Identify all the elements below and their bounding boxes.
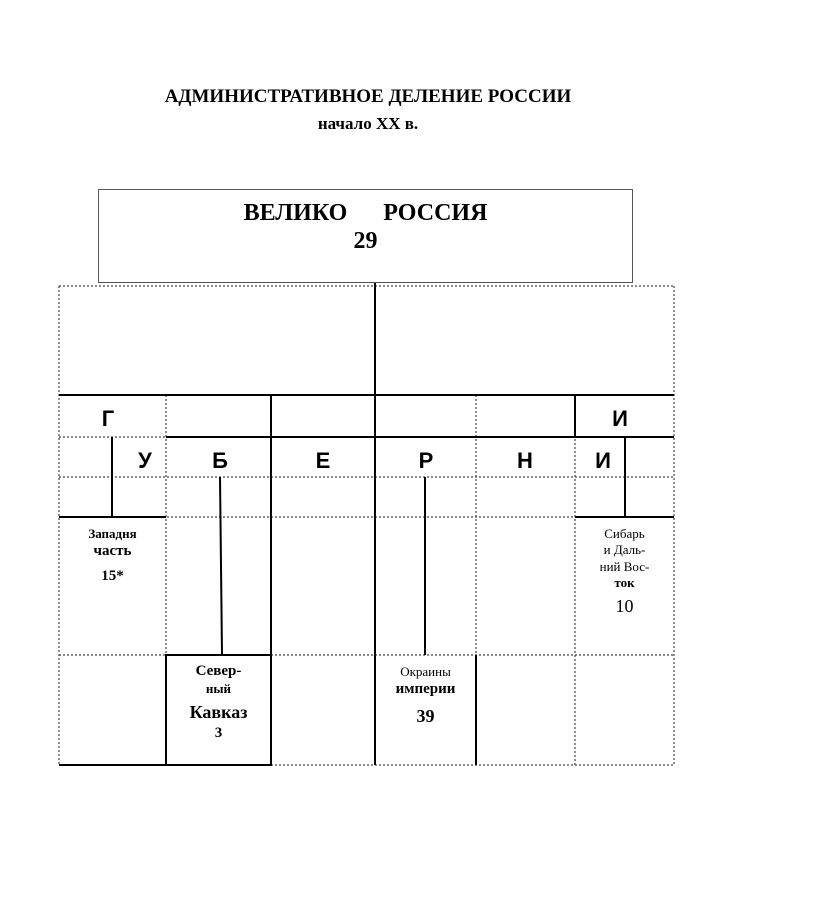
region-caucasus (166, 662, 271, 742)
region-siberia-count: 10 (615, 596, 634, 616)
region-siberia-line4: ток (614, 574, 635, 590)
letter-i-bottom: И (595, 448, 611, 473)
region-caucasus-line3: Кавказ (189, 702, 248, 722)
letter-n: Н (517, 448, 533, 473)
solid-connectors (59, 283, 674, 765)
letter-b: Б (212, 448, 228, 473)
region-caucasus-line2: ный (205, 680, 232, 696)
region-outskirts (375, 664, 476, 728)
letter-e: Е (315, 448, 331, 473)
region-outskirts-line1: Окраины (400, 664, 451, 679)
region-west-line1: Западня (88, 526, 137, 541)
region-siberia (575, 526, 674, 618)
header-count: 29 (353, 228, 378, 254)
region-siberia-line2: и Даль- (603, 542, 646, 558)
diagram-subtitle: начало XX в. (317, 114, 419, 133)
region-outskirts-count: 39 (416, 706, 435, 726)
diagram-title: АДМИНИСТРАТИВНОЕ ДЕЛЕНИЕ РОССИИ (164, 86, 572, 107)
region-siberia-line3: ний Вос- (599, 558, 650, 574)
region-west (59, 526, 166, 586)
letter-i-top: И (612, 406, 628, 431)
region-west-line2: часть (93, 543, 132, 560)
region-caucasus-count: 3 (214, 724, 223, 741)
region-west-count: 15* (101, 568, 124, 584)
region-caucasus-line1: Север- (195, 663, 242, 679)
region-outskirts-line2: империи (395, 681, 456, 698)
letter-g: Г (101, 406, 115, 431)
region-siberia-line1: Сибарь (604, 526, 645, 541)
letter-u: У (138, 448, 152, 473)
header-label: ВЕЛИКО РОССИЯ (243, 200, 488, 226)
letter-r: Р (418, 448, 434, 473)
